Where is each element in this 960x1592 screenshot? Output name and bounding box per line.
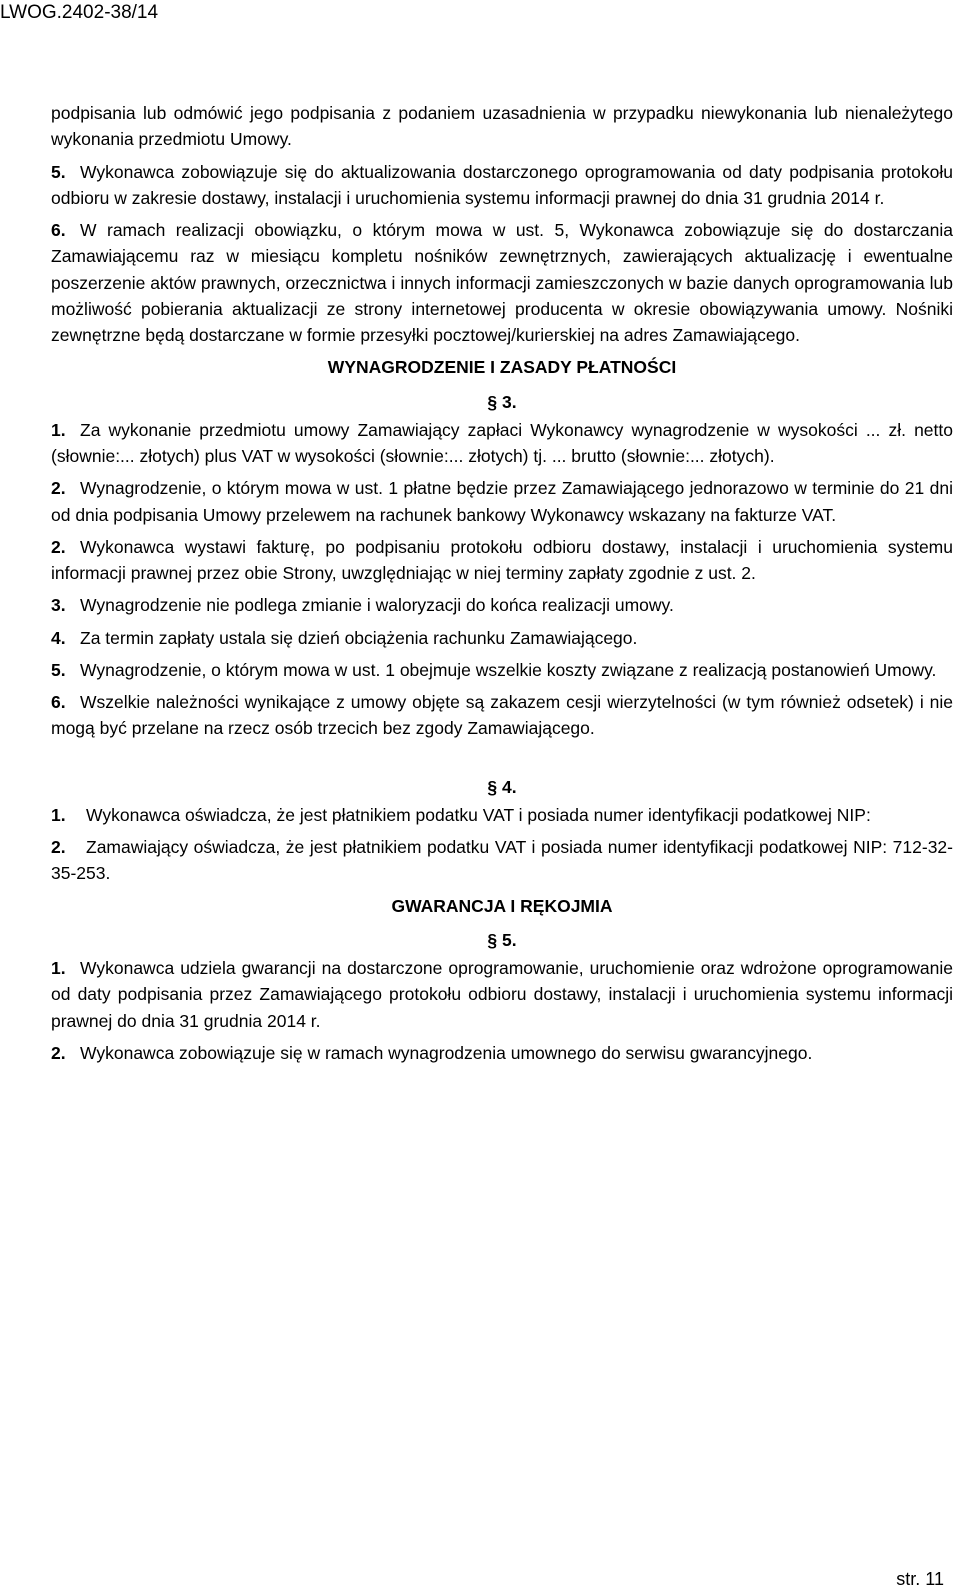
item-number: 2.: [51, 1042, 66, 1063]
item-number: 1.: [51, 958, 66, 978]
list-item: [51, 475, 953, 528]
page-number: str. 11: [896, 1569, 944, 1589]
item-text: Wykonawca wystawi fakturę, po podpisaniu protokołu odbioru dostawy, instalacji i uruchomienia systemu informacji prawnej przez obie Strony, uwzględniając w niej terminy zapłaty zgodnie z ust. 2.: [51, 536, 953, 583]
list-item: [51, 955, 953, 1034]
item-number: 6.: [51, 220, 66, 240]
item-number: 1.: [51, 804, 66, 825]
item-text: Zamawiający oświadcza, że jest płatnikiem podatku VAT i posiada numer identyfikacji podatkowej NIP: 712-32-35-253.: [51, 837, 953, 884]
list-item: [51, 417, 953, 470]
list-item: [51, 834, 953, 887]
section-4-title: § 4.: [487, 776, 517, 797]
item-number: 2.: [51, 837, 66, 857]
item-number: 1.: [51, 419, 66, 440]
item-number: 2.: [51, 478, 66, 499]
item-text: Wszelkie należności wynikające z umowy objęte są zakazem cesji wierzytelności (w tym również odsetek) i nie mogą być przelane na rzecz osób trzecich bez zgody Zamawiającego.: [51, 692, 953, 739]
item-text: Za termin zapłaty ustala się dzień obciążenia rachunku Zamawiającego.: [80, 627, 638, 648]
intro-paragraph: podpisania lub odmówić jego podpisania z podaniem uzasadnienia w przypadku niewykonania lub nienależytego wykonania przedmiotu Umowy.: [51, 103, 953, 150]
item-text: Wynagrodzenie nie podlega zmianie i waloryzacji do końca realizacji umowy.: [80, 595, 674, 616]
document-body: [51, 100, 953, 1072]
item-text: Wynagrodzenie, o którym mowa w ust. 1 obejmuje wszelkie koszty związane z realizacją postanowień Umowy.: [80, 659, 937, 680]
list-item: [51, 159, 953, 212]
item-text: Za wykonanie przedmiotu umowy Zamawiający zapłaci Wykonawcy wynagrodzenie w wysokości ... zł. netto (słownie:... złotych) plus VAT w wysokości (słownie:... złotych) tj. ... brutto (słownie:... złotych).: [51, 419, 953, 466]
item-number: 2.: [51, 536, 66, 557]
list-item: [51, 657, 953, 683]
item-text: Wykonawca oświadcza, że jest płatnikiem podatku VAT i posiada numer identyfikacji podatkowej NIP:: [86, 804, 871, 825]
section-3-title: § 3.: [487, 391, 517, 412]
list-item: [51, 592, 953, 618]
item-number: 5.: [51, 161, 66, 182]
item-text: Wykonawca zobowiązuje się do aktualizowania dostarczonego oprogramowania od daty podpisania protokołu odbioru w zakresie dostawy, instalacji i uruchomienia systemu informacji prawnej do dnia 31 grudnia 2014 r.: [51, 161, 953, 208]
list-item: [51, 802, 953, 828]
item-number: 3.: [51, 595, 66, 616]
list-item: [51, 689, 953, 742]
list-item: [51, 1040, 953, 1066]
item-text: Wykonawca zobowiązuje się w ramach wynagrodzenia umownego do serwisu gwarancyjnego.: [80, 1042, 813, 1063]
list-item: [51, 534, 953, 587]
item-number: 6.: [51, 692, 66, 712]
list-item: [51, 217, 953, 348]
list-item: [51, 625, 953, 651]
section-5-title: § 5.: [487, 929, 517, 950]
item-number: 4.: [51, 627, 66, 648]
item-text: W ramach realizacji obowiązku, o którym mowa w ust. 5, Wykonawca zobowiązuje się do dostarczania Zamawiającemu raz w miesiącu kompletu nośników zewnętrznych, zawierających aktualizację i ewentualne poszerzenie aktów prawnych, orzecznictwa i innych informacji zamieszczonych w bazie danych oprogramowania lub możliwość pobierania aktualizacji ze strony internetowej producenta w okresie obowiązywania umowy. Nośniki zewnętrzne będą dostarczane w formie przesyłki pocztowej/kurierskiej na adres Zamawiającego.: [51, 220, 953, 345]
heading-payment: WYNAGRODZENIE I ZASADY PŁATNOŚCI: [327, 357, 677, 378]
item-number: 5.: [51, 659, 66, 680]
heading-warranty: GWARANCJA I RĘKOJMIA: [391, 895, 613, 916]
document-code: LWOG.2402-38/14: [0, 2, 159, 23]
item-text: Wynagrodzenie, o którym mowa w ust. 1 płatne będzie przez Zamawiającego jednorazowo w terminie do 21 dni od dnia podpisania Umowy przelewem na rachunek bankowy Wykonawcy wskazany na fakturze VAT.: [51, 478, 953, 525]
spacer: [51, 748, 953, 766]
item-text: Wykonawca udziela gwarancji na dostarczone oprogramowanie, uruchomienie oraz wdrożone oprogramowanie od daty podpisania przez Zamawiającego protokołu odbioru dostawy, instalacji i uruchomienia systemu informacji prawnej do dnia 31 grudnia 2014 r.: [51, 958, 953, 1031]
